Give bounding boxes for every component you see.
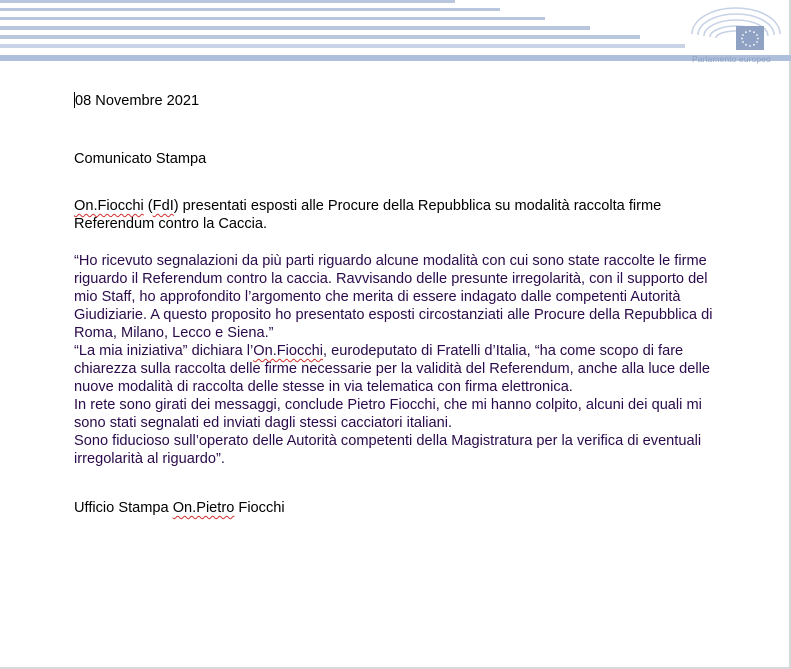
date-text: 08 Novembre 2021 xyxy=(75,93,200,109)
body-paragraph xyxy=(74,342,734,396)
press-release-subject xyxy=(74,197,724,233)
misspelled-word[interactable]: On.Fiocchi xyxy=(74,198,144,214)
header-stripe xyxy=(0,17,545,20)
subject-text: ) presentati esposti alle Procure della Repubblica su modalità raccolta firme Referendum contro la Caccia. xyxy=(74,198,662,232)
signature-text: Ufficio Stampa xyxy=(74,500,173,516)
misspelled-word[interactable]: On.Fiocchi xyxy=(253,343,323,359)
subject-text: ( xyxy=(143,198,153,214)
header-stripe xyxy=(0,0,455,3)
body-paragraph: Sono fiducioso sull’operato delle Autorità competenti della Magistratura per la verifica di eventuali irregolarità al riguardo”. xyxy=(74,433,702,467)
logo-caption: Parlamento europeo xyxy=(692,54,771,64)
paragraph-text: , eurodeputato di Fratelli d’Italia, “ha come scopo di fare chiarezza sulla raccolta delle firme necessarie per la validità del Referendum, anche alla luce delle nuove modalità di raccolta delle stesse in via telematica con firma elettronica. xyxy=(74,343,710,395)
press-release-body xyxy=(74,252,734,468)
document-heading: Comunicato Stampa xyxy=(74,151,207,167)
paragraph-text: “La mia iniziativa” dichiara l’ xyxy=(74,343,254,359)
body-paragraph: In rete sono girati dei messaggi, conclude Pietro Fiocchi, che mi hanno colpito, alcuni dei quali mi sono stati segnalati ed inviati dagli stessi cacciatori italiani. xyxy=(74,397,702,431)
header-stripe xyxy=(0,26,590,30)
document-date[interactable] xyxy=(74,92,199,110)
body-paragraph: “Ho ricevuto segnalazioni da più parti riguardo alcune modalità con cui sono state raccolte le firme riguardo il Referendum contro la caccia. Ravvisando delle presunte irregolarità, con il supporto del mio Staff, ho approfondito l’argomento che merita di essere indagato dalle competenti Autorità Giudiziarie. A questo proposito ho presentato esposti circostanziati alle Procure della Repubblica di Roma, Milano, Lecco e Siena.” xyxy=(74,253,713,341)
header-stripe xyxy=(0,44,685,48)
header-stripe xyxy=(0,35,640,39)
header-band xyxy=(0,55,791,61)
misspelled-word[interactable]: On.Pietro xyxy=(172,500,235,516)
misspelled-word[interactable]: FdI xyxy=(152,198,174,214)
signature-text: Fiocchi xyxy=(234,500,285,516)
header-stripe xyxy=(0,8,500,11)
signature-line xyxy=(74,499,285,517)
